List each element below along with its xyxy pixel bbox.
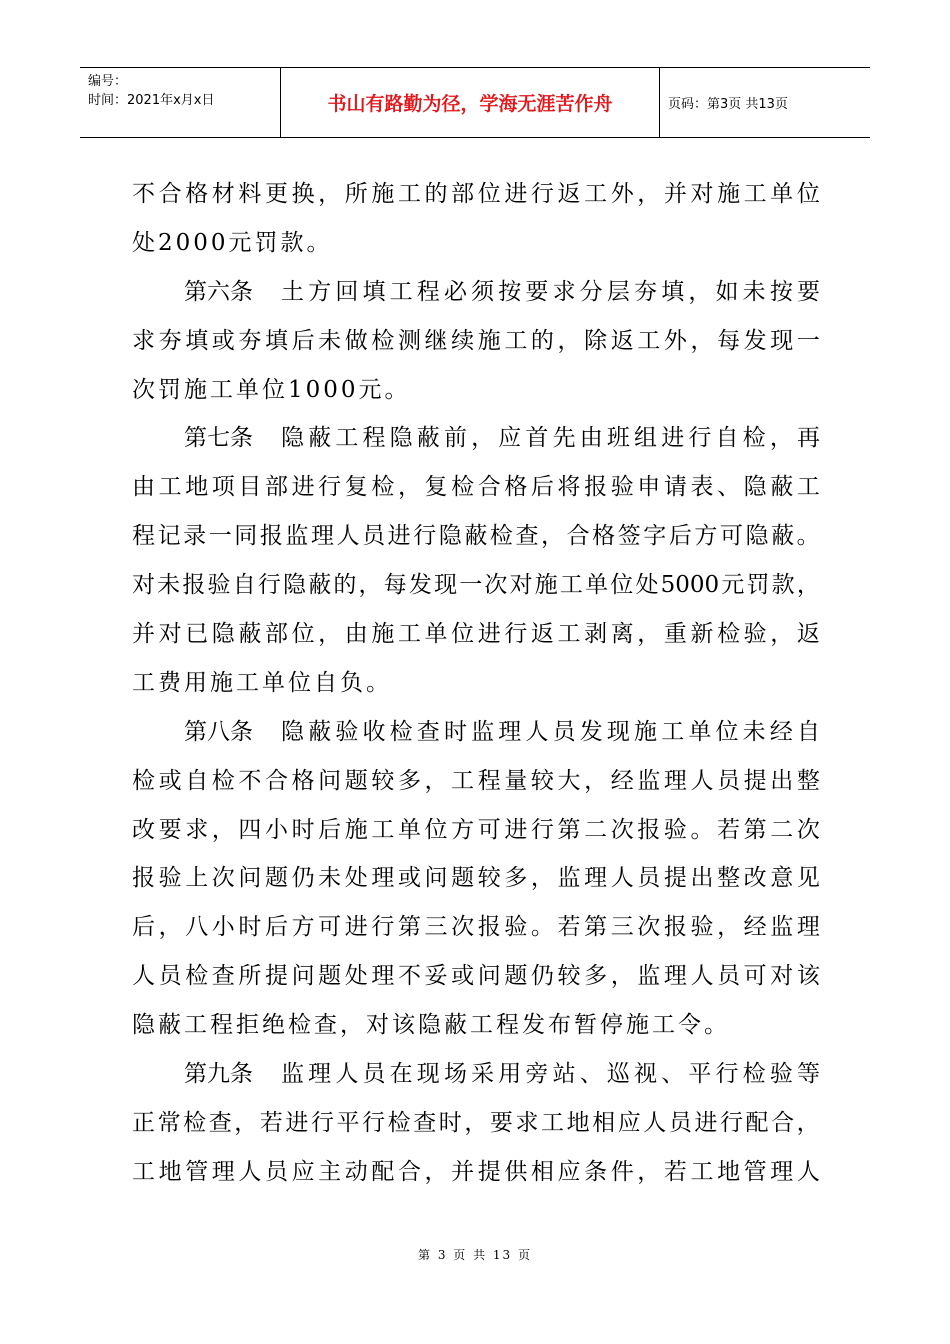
- text-line: 并 对 已 隐 蔽 部 位 ， 由 施 工 单 位 进 行 返 工 剥 离 ， 重 新 检 验 ， 返: [132, 621, 820, 648]
- text-line: 隐蔽工程拒绝检查，对该隐蔽工程发布暂停施工令。: [132, 1012, 730, 1039]
- article-first-line: 第六条 土 方 回 填 工 程 必 须 按 要 求 分 层 夯 填 ， 如 未 按 要: [132, 268, 820, 317]
- text-line: 程 记 录 一 同 报 监 理 人 员 进 行 隐 蔽 检 查 ， 合 格 签 字 后 方 可 隐 蔽 。: [132, 523, 820, 550]
- article-number: 第九条: [184, 1061, 253, 1088]
- document-number-label: 编号：: [88, 74, 128, 89]
- article-first-line: 第七条 隐 蔽 工 程 隐 蔽 前 ， 应 首 先 由 班 组 进 行 自 检 ， 再: [132, 414, 820, 463]
- text-line: 对 未 报 验 自 行 隐 蔽 的 ， 每 发 现 一 次 对 施 工 单 位 处 5000 元 罚 款 ，: [132, 572, 820, 599]
- header-page-info: 页码：第3页 共13页: [668, 97, 788, 112]
- article-7: [132, 414, 820, 707]
- document-body: [132, 170, 820, 1197]
- text-line: 工费用施工单位自负。: [132, 669, 392, 696]
- article-first-line: 第九条 监 理 人 员 在 现 场 采 用 旁 站 、 巡 视 、 平 行 检 验 等: [132, 1050, 820, 1099]
- text-line: 次罚施工单位1000元。: [132, 376, 411, 403]
- text-line: 后 ， 八 小 时 后 方 可 进 行 第 三 次 报 验 。 若 第 三 次 报 验 ， 经 监 理: [132, 914, 820, 941]
- article-number: 第八条: [184, 718, 253, 745]
- article-9: [132, 1050, 820, 1197]
- page-header: [80, 67, 870, 138]
- article-number: 第六条: [184, 278, 253, 305]
- header-motto: 书山有路勤为径，学海无涯苦作舟: [281, 68, 660, 137]
- header-meta: [80, 68, 281, 137]
- text-line: 不 合 格 材 料 更 换 ， 所 施 工 的 部 位 进 行 返 工 外 ， 并 对 施 工 单 位: [132, 181, 820, 207]
- article-first-line: 第八条 隐 蔽 验 收 检 查 时 监 理 人 员 发 现 施 工 单 位 未 经 自: [132, 708, 820, 757]
- text-line: 正 常 检 查 ， 若 进 行 平 行 检 查 时 ， 要 求 工 地 相 应 人 员 进 行 配 合 ，: [132, 1109, 820, 1136]
- text-line: 检 或 自 检 不 合 格 问 题 较 多 ， 工 程 量 较 大 ， 经 监 理 人 员 提 出 整: [132, 767, 820, 794]
- text-line: 报 验 上 次 问 题 仍 未 处 理 或 问 题 较 多 ， 监 理 人 员 提 出 整 改 意 见: [132, 865, 820, 892]
- document-time-label: 时间：2021年x月x日: [88, 93, 215, 108]
- paragraph-continuation: [132, 170, 820, 268]
- page-footer: 第 3 页 共 13 页: [418, 1248, 532, 1262]
- text-line: 改 要 求 ， 四 小 时 后 施 工 单 位 方 可 进 行 第 二 次 报 验 。 若 第 二 次: [132, 816, 820, 843]
- article-number: 第七条: [184, 425, 253, 452]
- text-line: 人 员 检 查 所 提 问 题 处 理 不 妥 或 问 题 仍 较 多 ， 监 理 人 员 可 对 该: [132, 963, 820, 990]
- article-6: [132, 268, 820, 415]
- text-line: 工 地 管 理 人 员 应 主 动 配 合 ， 并 提 供 相 应 条 件 ， 若 工 地 管 理 人: [132, 1158, 820, 1185]
- text-line: 由 工 地 项 目 部 进 行 复 检 ， 复 检 合 格 后 将 报 验 申 请 表 、 隐 蔽 工: [132, 474, 820, 501]
- text-line: 求 夯 填 或 夯 填 后 未 做 检 测 继 续 施 工 的 ， 除 返 工 外 ， 每 发 现 一: [132, 327, 820, 354]
- article-8: [132, 708, 820, 1050]
- text-line: 处2000元罚款。: [132, 229, 333, 256]
